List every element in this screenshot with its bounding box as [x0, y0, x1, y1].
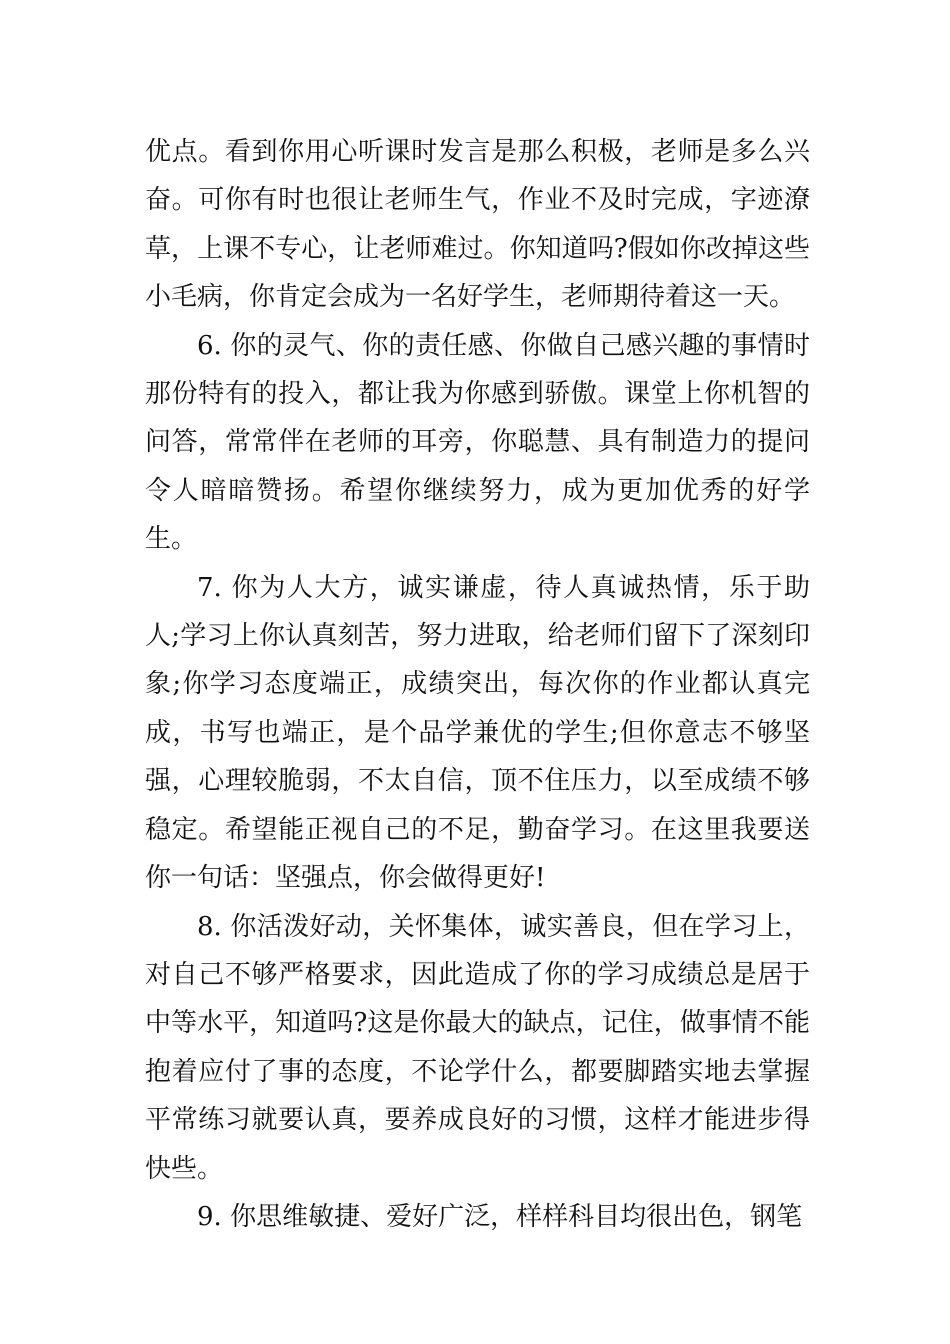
paragraph-continued: 优点。看到你用心听课时发言是那么积极，老师是多么兴奋。可你有时也很让老师生气，作业不及时完成，字迹潦草，上课不专心，让老师难过。你知道吗?假如你改掉这些小毛病，你肯定会成为一名好学生，老师期待着这一天。 [145, 137, 810, 313]
document-body [145, 128, 810, 1241]
paragraph-item-9: 9. 你思维敏捷、爱好广泛，样样科目均很出色，钢笔 [197, 1201, 803, 1232]
paragraph-item-7: 7. 你为人大方，诚实谦虚，待人真诚热情，乐于助人;学习上你认真刻苦，努力进取，给老师们留下了深刻印象;你学习态度端正，成绩突出，每次你的作业都认真完成，书写也端正，是个品学兼优的学生;但你意志不够坚强，心理较脆弱，不太自信，顶不住压力，以至成绩不够稳定。希望能正视自己的不足，勤奋学习。在这里我要送你一句话：坚强点，你会做得更好! [145, 572, 810, 894]
paragraph-item-6: 6. 你的灵气、你的责任感、你做自己感兴趣的事情时那份特有的投入，都让我为你感到骄傲。课堂上你机智的问答，常常伴在老师的耳旁，你聪慧、具有制造力的提问令人暗暗赞扬。希望你继续努力，成为更加优秀的好学生。 [145, 330, 810, 555]
paragraph-item-8: 8. 你活泼好动，关怀集体，诚实善良，但在学习上，对自己不够严格要求，因此造成了你的学习成绩总是居于中等水平，知道吗?这是你最大的缺点，记住，做事情不能抱着应付了事的态度，不论学什么，都要脚踏实地去掌握平常练习就要认真，要养成良好的习惯，这样才能进步得快些。 [145, 911, 810, 1184]
